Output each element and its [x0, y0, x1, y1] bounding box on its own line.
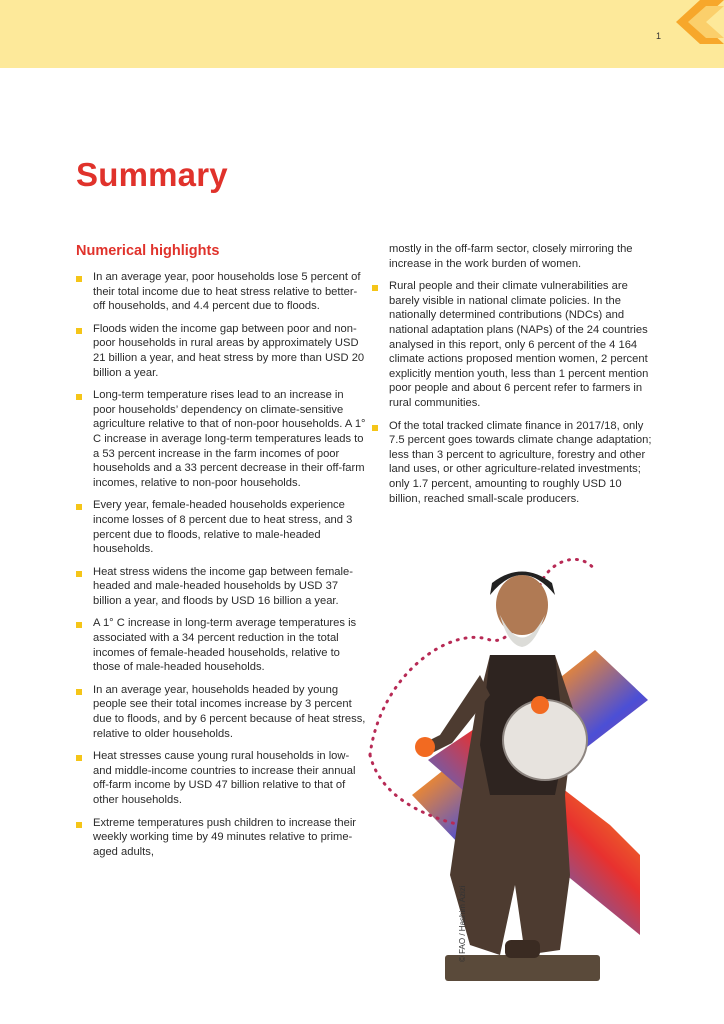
shoe — [505, 940, 540, 958]
list-item: In an average year, poor households lose 5 percent of their total income due to heat stress relative to better-off households, and 4.4 percent due to floods. — [76, 270, 366, 314]
list-item: Heat stresses cause young rural households in low- and middle-income countries to increase their annual off-farm income by USD 47 billion relative to that of other households. — [76, 749, 366, 807]
bullet-icon — [76, 689, 82, 695]
bullet-icon — [372, 425, 378, 431]
list-item: A 1° C increase in long-term average temperatures is associated with a 34 percent reduction in the total incomes of female-headed households, relative to those of male-headed households. — [76, 616, 366, 674]
chevron-decoration — [664, 0, 724, 60]
bullet-icon — [76, 822, 82, 828]
glove — [531, 696, 549, 714]
farmer-photo — [340, 545, 670, 985]
bullet-icon — [372, 285, 378, 291]
page-number: 1 — [656, 31, 662, 41]
section-heading: Numerical highlights — [76, 243, 220, 259]
bullet-icon — [76, 276, 82, 282]
list-item: Floods widen the income gap between poor and non-poor households in rural areas by approximately USD 21 billion a year, and heat stress by more than USD 20 billion a year. — [76, 322, 366, 380]
list-item: Rural people and their climate vulnerabilities are barely visible in national climate policies. In the nationally determined contributions (NDCs) and national adaptation plans (NAPs) of the 24 countries analysed in this report, only 6 percent of the 4 164 climate actions proposed mention women, 2 percent explicitly mention youth, less than 1 percent mention poor people and about 6 percent refer to farmers in rural communities. — [372, 279, 652, 410]
bullet-icon — [76, 571, 82, 577]
glove — [415, 737, 435, 757]
list-item: Heat stress widens the income gap between female-headed and male-headed households by USD 37 billion a year, and floods by USD 16 billion a year. — [76, 565, 366, 609]
page-title: Summary — [76, 156, 228, 193]
bullet-icon — [76, 504, 82, 510]
bullet-icon — [76, 622, 82, 628]
list-item: Extreme temperatures push children to increase their weekly working time by 49 minutes relative to prime-aged adults, — [76, 816, 366, 860]
bullet-icon — [76, 755, 82, 761]
ground — [445, 955, 600, 981]
photo-credit: © FAO / Hashim Azizi — [458, 885, 467, 962]
list-item: Of the total tracked climate finance in 2017/18, only 7.5 percent goes towards climate change adaptation; less than 3 percent to agriculture, forestry and other land uses, or other agriculture-related investments; only 1.7 percent, amounting to roughly USD 10 billion, reached small-scale producers. — [372, 419, 652, 507]
bullet-icon — [76, 328, 82, 334]
highlights-list-left — [76, 270, 366, 867]
bullet-icon — [76, 394, 82, 400]
highlights-list-right — [372, 242, 652, 514]
list-item: In an average year, households headed by young people see their total incomes increase by 3 percent due to floods, and by 6 percent because of heat stress, relative to older households. — [76, 683, 366, 741]
list-item-continuation: mostly in the off-farm sector, closely mirroring the increase in the work burden of women. — [389, 243, 633, 270]
list-item: Long-term temperature rises lead to an increase in poor households’ dependency on climate-sensitive agriculture relative to that of non-poor households. A 1° C increase in average long-term temperatures leads to a 53 percent increase in the farm incomes of poor households and a 33 percent decrease in their off-farm incomes, relative to non-poor households. — [76, 388, 366, 490]
header-band — [0, 0, 724, 68]
list-item: Every year, female-headed households experience income losses of 8 percent due to heat stress, and 3 percent due to floods, relative to male-headed households. — [76, 498, 366, 556]
